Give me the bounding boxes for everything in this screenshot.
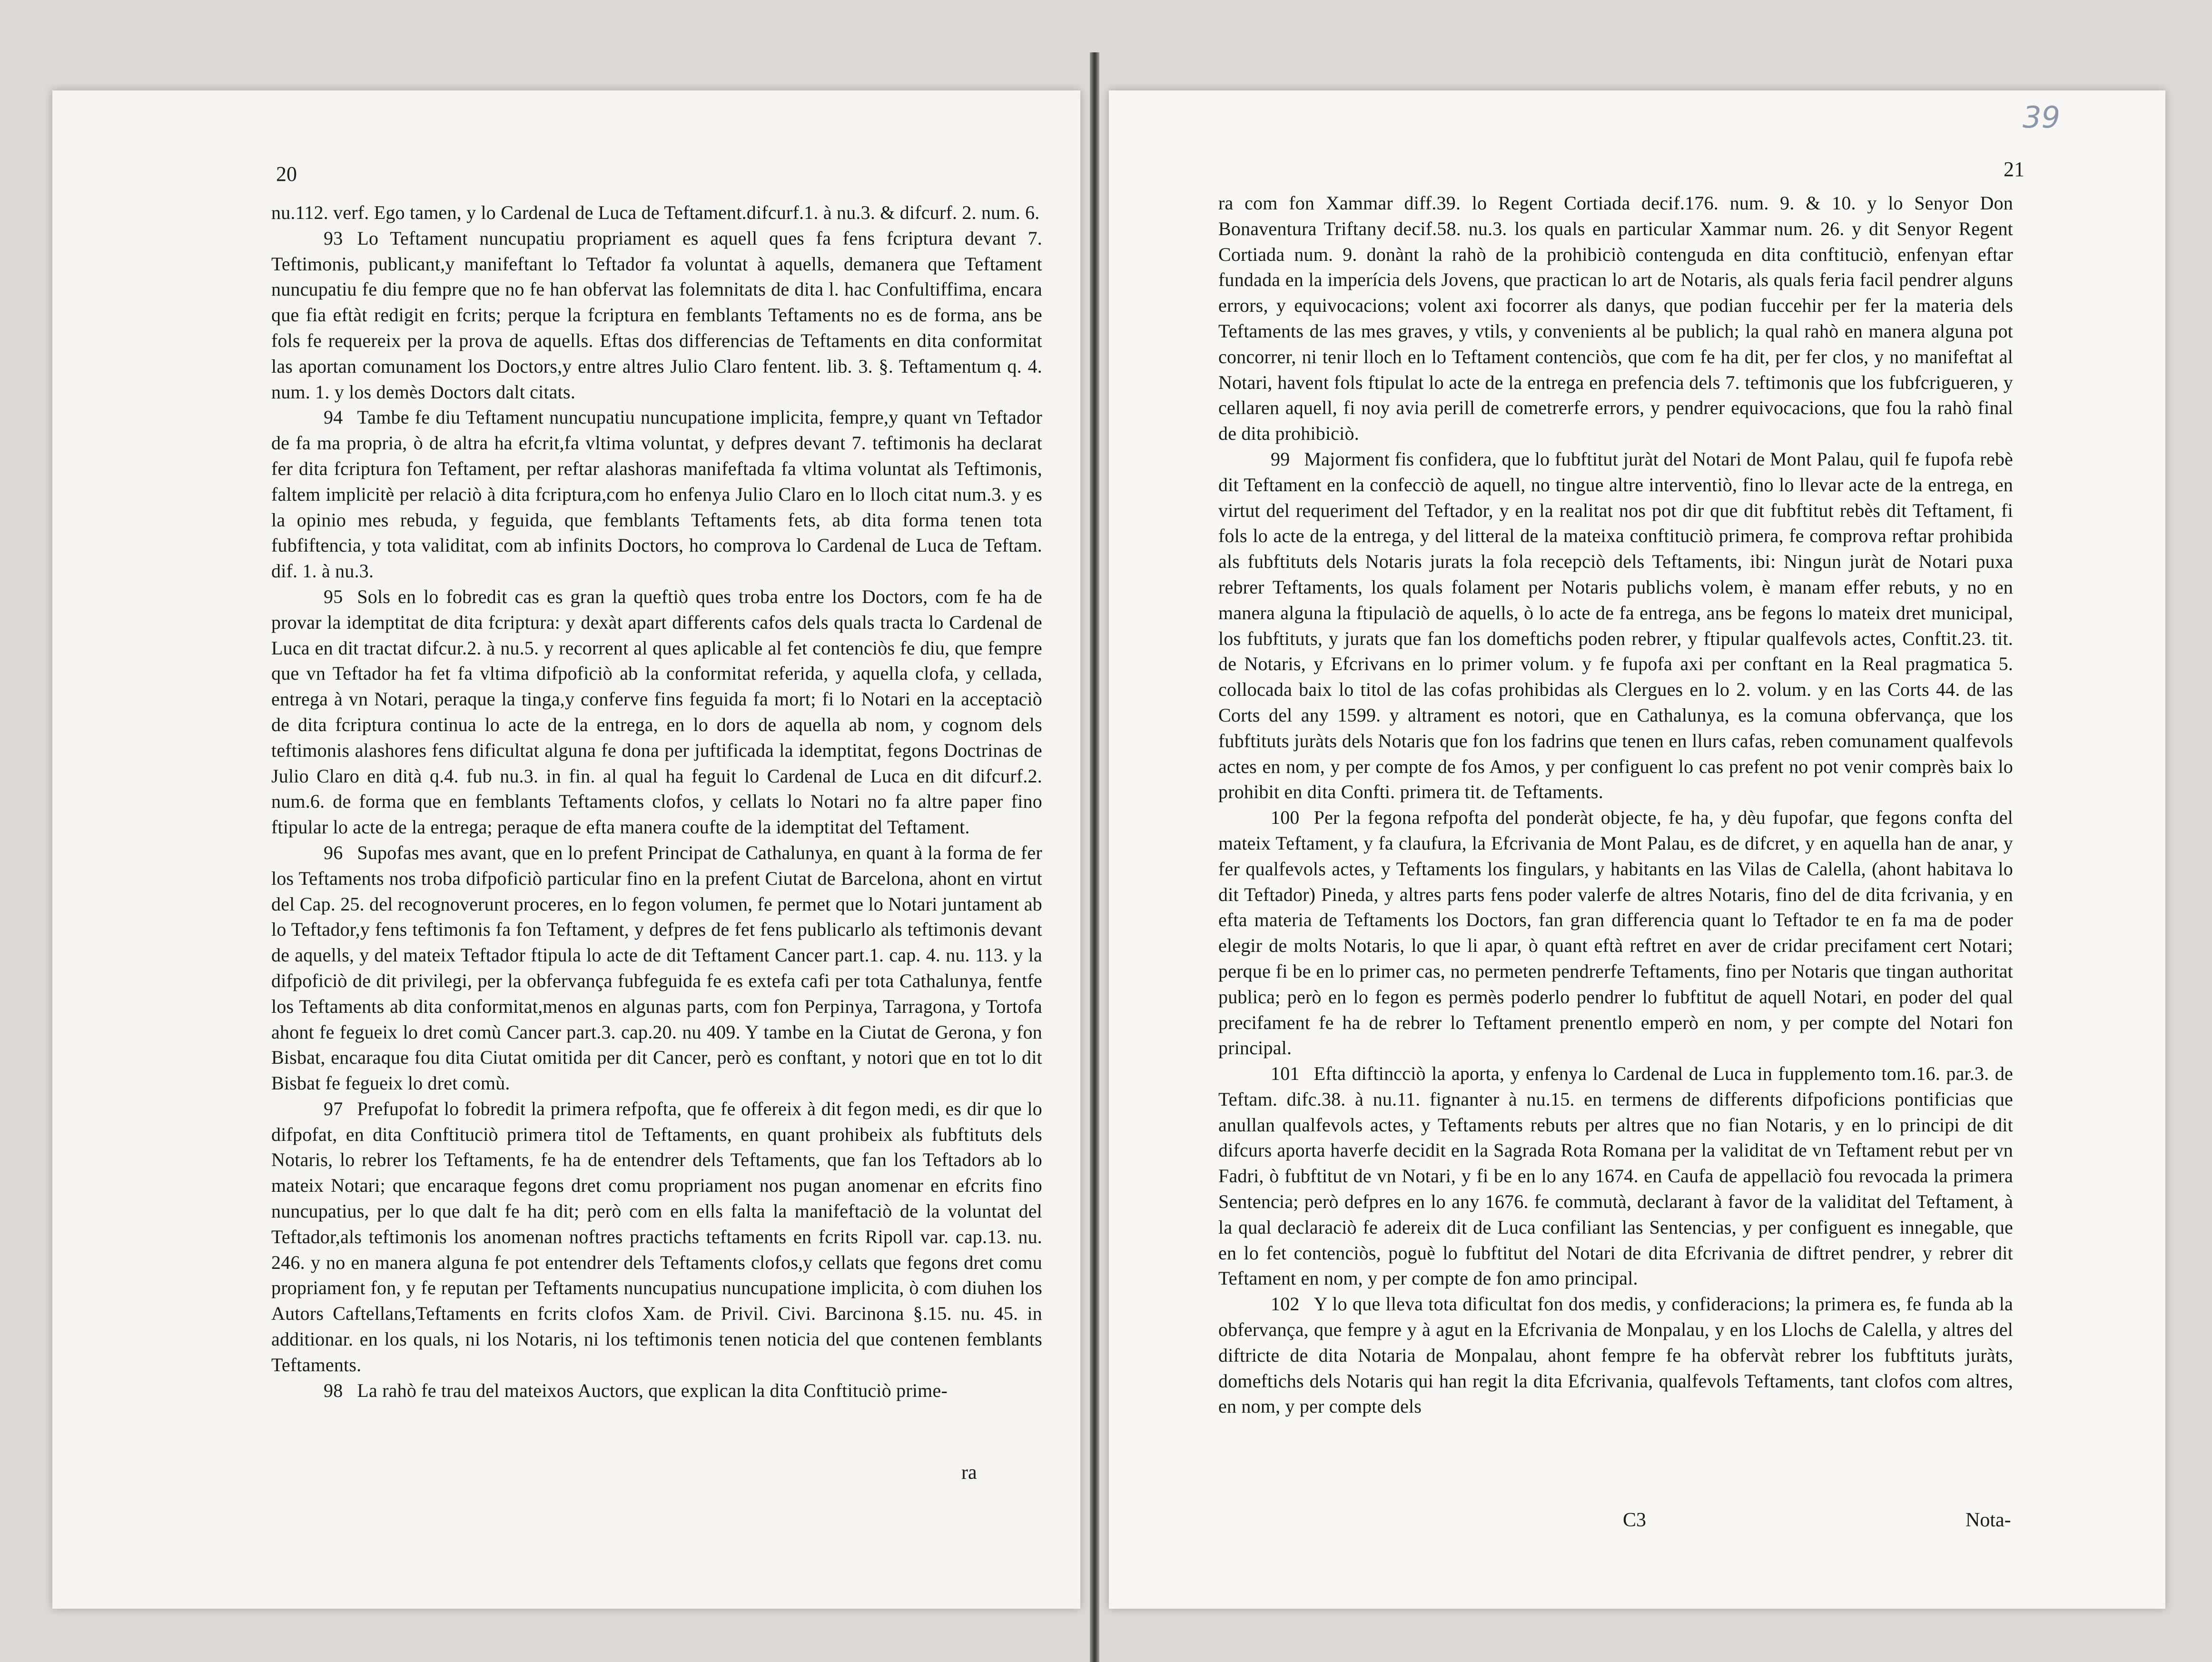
paragraph-number: 94	[324, 406, 343, 428]
paragraph	[1218, 190, 2013, 446]
paragraph-text: Efta diftincciò la aporta, y enfenya lo Cardenal de Luca in fupplemento tom.16. par.3. de Teftam. difc.38. à nu.11. fignanter à nu.15. en termens de differents difpoficions pontificias que anullan qualfevols actes, y Teftaments rebuts per altres que no fian Notaris, y en lo principi de dit difcurs aporta haverfe decidit en la Sagrada Rota Romana per la validitat de vn Teftament rebut per vn Fadri, ò fubftitut de vn Notari, y fi be en lo any 1674. en Caufa de appellaciò fou revocada la primera Sentencia; però defpres en lo any 1676. fe commutà, declarant à favor de la validitat del Teftament, à la qual declaraciò fe adereix dit de Luca confiliant las Sentencias, y per configuent es innegable, que en lo fet contenciòs, poguè lo fubftitut del Notari de dita Efcrivania de diftret pendrer, y rebrer dit Teftament en nom, y per compte de fon amo principal.	[1218, 1063, 2013, 1289]
paragraph-number: 100	[1271, 807, 1300, 829]
paragraph-text: La rahò fe trau del mateixos Auctors, que explican la dita Conftituciò prime-	[357, 1379, 948, 1401]
paragraph	[271, 405, 1042, 584]
paragraph	[271, 840, 1042, 1096]
paragraph-number: 101	[1271, 1063, 1300, 1085]
paragraph-text: Tambe fe diu Teftament nuncupatiu nuncupatione implicita, fempre,y quant vn Teftador de fa ma propria, ò de altra ha efcrit,fa vltima voluntat, y defpres devant 7. teftimonis ha declarat fer dita fcriptura fon Teftament, per reftar alashoras manifeftada fa vltima voluntat als Teftimonis, faltem implicitè per relaciò à dita fcriptura,com ho enfenya Julio Claro en lo lloch citat num.3. y es la opinio mes rebuda, y feguida, que femblants Teftaments fets, ab dita forma tenen tota fubfiftencia, y tota validitat, com ab infinits Doctors, ho comprova lo Cardenal de Luca de Teftam. dif. 1. à nu.3.	[271, 406, 1042, 582]
paragraph-text: Sols en lo fobredit cas es gran la queftiò ques troba entre los Doctors, com fe ha de provar la idemptitat de dita fcriptura: y dexàt apart differents cafos dels quals tracta lo Cardenal de Luca en dit tractat difcur.2. à nu.5. y recorrent al ques aplicable al fet contenciòs fe diu, que fempre que vn Teftador ha fet fa vltima difpoficiò ab la conformitat referida, y aquella clofa, y cellada, entrega à vn Notari, peraque la tinga,y conferve fins feguida fa mort; fi lo Notari en la acceptaciò de dita fcriptura continua lo acte de la entrega, en lo dors de aquella ab nom, y cognom dels teftimonis alashores fens dificultat alguna fe dona per juftificada la idemptitat, fegons Doctrinas de Julio Claro en dità q.4. fub nu.3. in fin. al qual ha feguit lo Cardenal de Luca en dit difcurf.2. num.6. de forma que en femblants Teftaments clofos, y cellats lo Notari no fa altre paper fino ftipular lo acte de la entrega; peraque de efta manera coufte de la idemptitat del Teftament.	[271, 585, 1042, 838]
paragraph-text: Supofas mes avant, que en lo prefent Principat de Cathalunya, en quant à la forma de fer los Teftaments nos troba difpoficiò particular fino en la prefent Ciutat de Barcelona, ahont en virtut del Cap. 25. del recognoverunt proceres, en lo fegon volumen, fe permet que lo Notari juntament ab lo Teftador,y fens teftimonis fa fon Teftament, y defpres de fet fens publicarlo als teftimonis devant de aquells, y del mateix Teftador ftipula lo acte de dit Teftament Cancer part.1. cap. 4. nu. 113. y la difpoficiò de dit privilegi, per la obfervança fubfeguida fe es extefa cafi per tota Cathalunya, fentfe los Teftaments ab dita conformitat,menos en algunas parts, com fon Perpinya, Tarragona, y Tortofa ahont fe fegueix lo dret comù Cancer part.3. cap.20. nu 409. Y tambe en la Ciutat de Gerona, y fon Bisbat, encaraque fou dita Ciutat omitida per dit Cancer, però es conftant, y notori que en tot lo dit Bisbat fe fegueix lo dret comù.	[271, 841, 1042, 1094]
paragraph-text: Majorment fis confidera, que lo fubftitut juràt del Notari de Mont Palau, quil fe fupofa rebè dit Teftament en la confecciò de aquell, no tingue altre interventiò, fino lo llevar acte de la entrega, en virtut del requeriment del Teftador, y en la realitat nos pot dir que dit fubftitut rebès dit Teftament, fi fols lo acte de la entrega, y del litteral de la mateixa conftituciò primera, fe comprova reftar prohibida als fubftituts dels Notaris jurats la fola recepciò dels Teftaments, ibi: Ningun juràt de Notari puxa rebrer Teftaments, los quals folament per Notaris publichs volem, è manam effer rebuts, y no en manera alguna la ftipulaciò de aquells, ò lo acte de fa entrega, ans be fegons lo mateix dret municipal, los fubftituts, y jurats que fan los domeftichs poden rebrer, y ftipular qualfevols actes, Conftit.23. tit. de Notaris, y Efcrivans en lo primer volum. y fe fupofa axi per conftant en la Real pragmatica 5. collocada baix lo titol de las cofas prohibidas als Clergues en lo 2. volum. y en las Corts 44. de las Corts del any 1599. y altrament es notori, que en Cathalunya, es la comuna obfervança, que los fubftituts juràts dels Notaris que fon los fadrins que tenen en llurs cafas, reben comunament qualfevols actes en nom, y per compte de fos Amos, y per configuent lo cas prefent no pot venir comprès baix lo prohibit en dita Confti. primera tit. de Teftaments.	[1218, 448, 2013, 803]
paragraph	[271, 226, 1042, 405]
right-page	[1109, 90, 2165, 1609]
paragraph	[1218, 1061, 2013, 1291]
paragraph	[271, 1096, 1042, 1378]
right-page-text	[1218, 190, 2013, 1419]
paragraph-text: nu.112. verf. Ego tamen, y lo Cardenal de Luca de Teftament.difcurf.1. à nu.3. & difcurf. 2. num. 6.	[271, 202, 1040, 223]
paragraph-number: 93	[324, 227, 343, 249]
handwritten-folio-number: 39	[2023, 100, 2060, 135]
left-page	[52, 90, 1080, 1609]
paragraph-number: 97	[324, 1098, 343, 1119]
paragraph-text: Lo Teftament nuncupatiu propriament es aquell ques fa fens fcriptura devant 7. Teftimonis, publicant,y manifeftant lo Teftador fa voluntat à aquells, demanera que Teftament nuncupatiu fe diu fempre que no fe han obfervat las folemnitats de dita l. hac Confultiffima, encara que fia eftàt redigit en fcrits; perque la fcriptura en femblants Teftaments no es de forma, ans be fols fe requereix per la prova de aquells. Eftas dos differencias de Teftaments en dita conformitat las aportan comunament los Doctors,y entre altres Julio Claro fentent. lib. 3. §. Teftamentum q. 4. num. 1. y los demès Doctors dalt citats.	[271, 227, 1042, 403]
paragraph-text: Per la fegona refpofta del ponderàt objecte, fe ha, y dèu fupofar, que fegons confta del mateix Teftament, y fa claufura, la Efcrivania de Mont Palau, es de difcret, y en aquella han de anar, y fer qualfevols actes, y Teftaments los fingulars, y habitants en las Vilas de Calella, (ahont habitava lo dit Teftador) Pineda, y altres parts fens poder valerfe de altres Notaris, fino del de dita fcrivania, y en efta materia de Teftaments los Doctors, fan gran differencia quant lo Teftador te en fa ma de poder elegir de molts Notaris, lo que li apar, ò quant eftà reftret en aver de cridar precifament cert Notari; perque fi be en lo primer cas, no permeten pendrerfe Teftaments, fino per Notaris que tingan authoritat publica; però en lo fegon es permès poderlo pendrer lo fubftitut de aquell Notari, en poder del qual precifament fe ha de rebrer lo Teftament prenentlo emperò en nom, y per compte del Notari fon principal.	[1218, 807, 2013, 1059]
paragraph-number: 98	[324, 1379, 343, 1401]
paragraph-text: ra com fon Xammar diff.39. lo Regent Cortiada decif.176. num. 9. & 10. y lo Senyor Don Bonaventura Triftany decif.58. nu.3. los quals en particular Xammar num. 26. y dit Senyor Regent Cortiada num. 9. donànt la rahò de la prohibiciò contenguda en dita conftituciò, enfenyan eftar fundada en la imperícia dels Jovens, que practican lo art de Notaris, als quals feria facil pendrer alguns errors, y equivocacions; volent axi focorrer als danys, que podian fuccehir per fer la materia dels Teftaments de las mes graves, y vtils, y convenients al be publich; la qual rahò en manera alguna pot concorrer, ni tenir lloch en lo Teftament contenciòs, que com fe ha dit, per fer clos, y no manifeftat al Notari, havent fols ftipulat lo acte de la entrega en prefencia dels 7. teftimonis que los fubfcrigueren, y cellaren aquell, fi noy avia perill de cometrerfe errors, y pendrer equivocacions, que fou la rahò final de dita prohibiciò.	[1218, 192, 2013, 445]
paragraph	[1218, 1291, 2013, 1419]
paragraph	[271, 1378, 1042, 1404]
paragraph-text: Prefupofat lo fobredit la primera refpofta, que fe offereix à dit fegon medi, es dir que lo difpofat, en dita Conftituciò primera titol de Teftaments, en quant prohibeix als fubftituts dels Notaris, lo rebrer los Teftaments, fe ha de entendrer dels Teftaments, que fan los Teftadors ab lo mateix Notari; que encaraque fegons dret comu propriament nos pugan anomenar en efcrits fino nuncupatius, per lo que dalt fe ha dit; però com en ells falta la manifeftaciò de la voluntat del Teftador,als teftimonis los anomenan noftres practichs teftaments en fcrits Ripoll var. cap.13. nu. 246. y no en manera alguna fe pot entendrer dels Teftaments clofos,y cellats que fegons dret comu propriament fon, y fe reputan per Teftaments nuncupatius nuncupatione implicita, ò com diuhen los Autors Caftellans,Teftaments en fcrits clofos Xam. de Privil. Civi. Barcinona §.15. nu. 45. in additionar. en los quals, ni los Notaris, ni los teftimonis tenen noticia del que contenen femblants Teftaments.	[271, 1098, 1042, 1375]
signature-mark: C3	[1623, 1509, 1647, 1531]
paragraph	[271, 200, 1042, 226]
right-page-number: 21	[2004, 158, 2024, 181]
paragraph-number: 95	[324, 585, 343, 607]
left-page-number: 20	[276, 162, 297, 186]
paragraph-number: 102	[1271, 1293, 1300, 1315]
right-catchword: Nota-	[1965, 1509, 2011, 1531]
paragraph-number: 99	[1271, 448, 1290, 470]
paragraph	[1218, 805, 2013, 1061]
paragraph-text: Y lo que lleva tota dificultat fon dos medis, y confideracions; la primera es, fe funda ab la obfervança, que fempre y à agut en la Efcrivania de Monpalau, y en los Llochs de Calella, y altres del diftricte de dita Notaria de Monpalau, ahont fempre fe ha obfervàt rebrer los fubftituts juràts, domeftichs dels Notaris qui han regit la dita Efcrivania, qualfevols Teftaments, tant clofos com altres, en nom, y per compte dels	[1218, 1293, 2013, 1417]
paragraph-number: 96	[324, 841, 343, 863]
paragraph	[271, 584, 1042, 840]
left-catchword: ra	[961, 1462, 977, 1484]
book-gutter	[1090, 52, 1099, 1662]
paragraph	[1218, 446, 2013, 805]
left-page-text	[271, 200, 1042, 1403]
